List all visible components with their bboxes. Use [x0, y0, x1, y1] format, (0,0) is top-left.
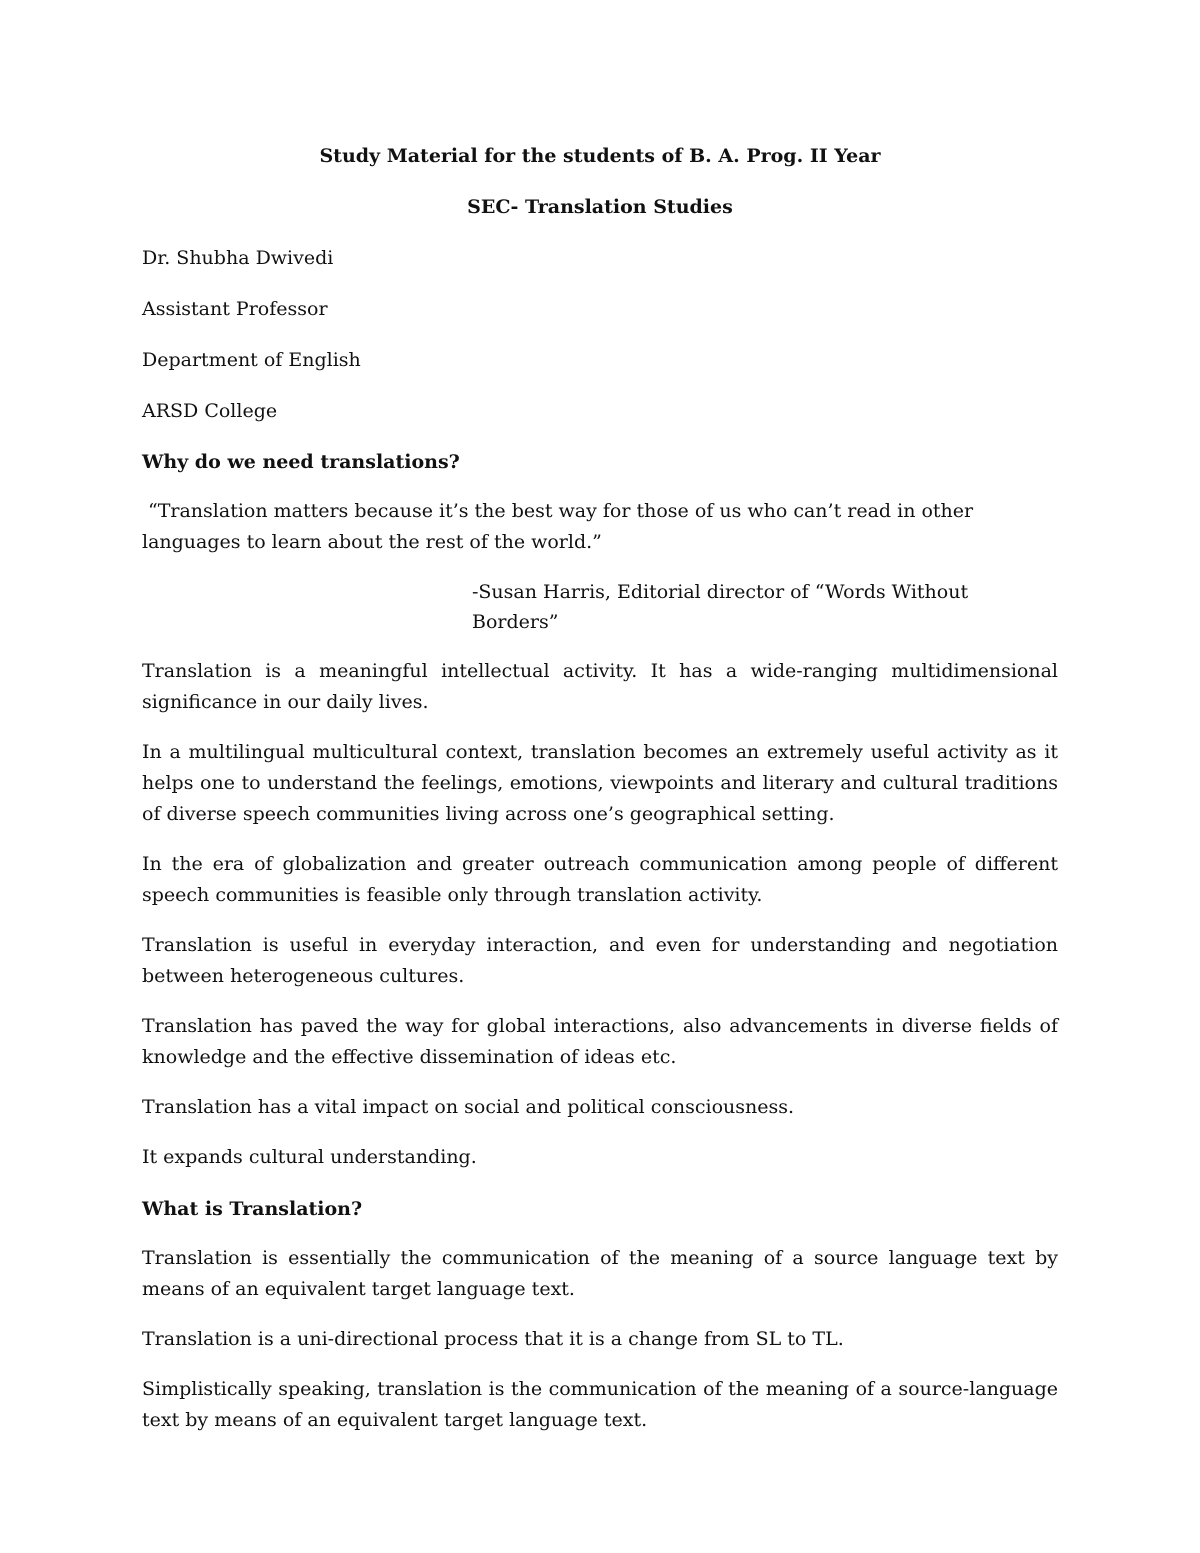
course-subtitle: SEC- Translation Studies [467, 196, 733, 218]
paragraph: In a multilingual multicultural context, translation becomes an extremely useful activity as it helps one to understand the feelings, emotions, viewpoints and literary and cultural traditions of diverse speech communities living across one’s geographical setting. [142, 741, 1058, 825]
author-college: ARSD College [142, 400, 278, 422]
paragraph: Translation is essentially the communication of the meaning of a source language text by means of an equivalent target language text. [142, 1247, 1058, 1300]
paragraph: Simplistically speaking, translation is the communication of the meaning of a source-language text by means of an equivalent target language text. [142, 1378, 1058, 1431]
quote-text: “Translation matters because it’s the best way for those of us who can’t read in other languages to learn about the rest of the world.” [142, 500, 974, 553]
paragraph: Translation has a vital impact on social and political consciousness. [142, 1096, 795, 1118]
document-page [142, 138, 1058, 1436]
paragraph: It expands cultural understanding. [142, 1146, 477, 1168]
paragraph: In the era of globalization and greater outreach communication among people of different speech communities is feasible only through translation activity. [142, 853, 1058, 906]
section-heading-why: Why do we need translations? [142, 451, 460, 473]
paragraph: Translation is a meaningful intellectual activity. It has a wide-ranging multidimensional significance in our daily lives. [142, 660, 1058, 713]
paragraph: Translation is a uni-directional process that it is a change from SL to TL. [142, 1328, 844, 1350]
author-department: Department of English [142, 349, 361, 371]
author-position: Assistant Professor [142, 298, 328, 320]
document-title: Study Material for the students of B. A. Prog. II Year [319, 145, 881, 167]
quote-attribution: -Susan Harris, Editorial director of “Words Without Borders” [472, 581, 969, 633]
section-heading-what: What is Translation? [142, 1198, 363, 1220]
paragraph: Translation has paved the way for global interactions, also advancements in diverse fields of knowledge and the effective dissemination of ideas etc. [142, 1015, 1058, 1068]
author-name: Dr. Shubha Dwivedi [142, 247, 334, 269]
paragraph: Translation is useful in everyday interaction, and even for understanding and negotiation between heterogeneous cultures. [142, 934, 1058, 987]
